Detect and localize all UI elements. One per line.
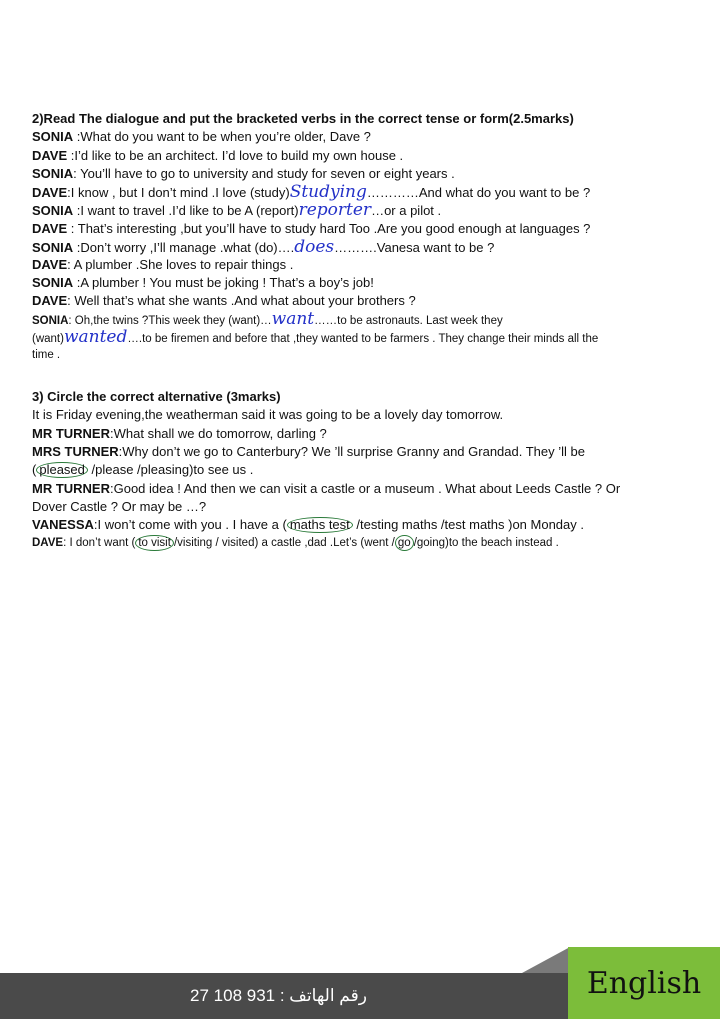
dialogue-line (32, 257, 293, 273)
handwritten-answer: wanted (63, 327, 128, 347)
dialogue-line (32, 184, 590, 201)
exercise-line (32, 481, 620, 497)
dialogue-text: :Good idea ! And then we can visit a castle or a museum . What about Leeds Castle ? Or (110, 481, 621, 496)
dialogue-text: /please /pleasing)to see us . (87, 462, 254, 477)
dialogue-text: :Don’t worry ,I’ll manage .what (do)…. (73, 240, 295, 255)
dialogue-text: : Oh,the twins ?This week they (want)… (68, 315, 272, 327)
dialogue-text: :I know , but I don’t mind .I love (study) (67, 185, 290, 200)
dialogue-line (32, 166, 455, 182)
dialogue-line (32, 239, 494, 256)
speaker-label: DAVE (32, 293, 68, 308)
dialogue-text: : I don’t want ( (63, 537, 136, 549)
dialogue-text: ……….Vanesa want to be ? (334, 240, 495, 255)
dialogue-text: (want) (32, 333, 64, 345)
dialogue-text: :A plumber ! You must be joking ! That’s a boy’s job! (73, 275, 374, 290)
dialogue-text: :What shall we do tomorrow, darling ? (110, 426, 327, 441)
dialogue-line (32, 329, 598, 347)
speaker-label: SONIA (32, 129, 74, 144)
dialogue-text: : Well that’s what she wants .And what about your brothers ? (67, 293, 416, 308)
dialogue-line (32, 293, 416, 309)
dialogue-text: ….to be firemen and before that ,they wanted to be farmers . They change their minds all the (127, 333, 599, 345)
exercise-line (32, 426, 327, 442)
exercise-line: Dover Castle ? Or may be …? (32, 499, 207, 514)
dialogue-text: : You’ll have to go to university and study for seven or eight years . (73, 166, 455, 181)
dialogue-text: :I won’t come with you . I have a ( (93, 517, 287, 532)
speaker-label: SONIA (32, 275, 74, 290)
speaker-label: MR TURNER (32, 481, 110, 496)
exercise-line (32, 535, 559, 551)
dialogue-text: :I’d like to be an architect. I’d love to build my own house . (67, 148, 404, 163)
speaker-label: SONIA (32, 240, 74, 255)
speaker-label: SONIA (32, 166, 74, 181)
exercise-line (32, 517, 584, 533)
dialogue-text: /visiting / visited) a castle ,dad .Let’s (went / (173, 537, 395, 549)
circled-answer: go (395, 535, 414, 551)
dialogue-text: :I want to travel .I’d like to be A (report) (73, 203, 299, 218)
speaker-label: DAVE (32, 537, 64, 549)
dialogue-text: /going)to the beach instead . (413, 537, 559, 549)
speaker-label: DAVE (32, 221, 68, 236)
dialogue-line: time . (32, 349, 61, 361)
dialogue-line (32, 202, 441, 219)
dialogue-text: /testing maths /test maths )on Monday . (352, 517, 584, 532)
speaker-label: DAVE (32, 257, 68, 272)
circled-answer: pleased (36, 462, 88, 478)
handwritten-answer: reporter (298, 200, 372, 220)
speaker-label: DAVE (32, 148, 68, 163)
dialogue-text: :Why don’t we go to Canterbury? We ’ll surprise Granny and Grandad. They ’ll be (118, 444, 585, 459)
exercise-line: It is Friday evening,the weatherman said it was going to be a lovely day tomorrow. (32, 407, 504, 422)
speaker-label: MR TURNER (32, 426, 110, 441)
dialogue-text: : A plumber .She loves to repair things . (67, 257, 294, 272)
speaker-label: SONIA (32, 315, 69, 327)
speaker-label: SONIA (32, 203, 74, 218)
footer-wedge (522, 947, 570, 973)
footer-phone: رقم الهاتف : 931 108 27 (190, 986, 367, 1005)
dialogue-text: :What do you want to be when you’re older, Dave ? (73, 129, 371, 144)
dialogue-line (32, 148, 403, 164)
handwritten-answer: want (271, 309, 315, 329)
dialogue-text: ……to be astronauts. Last week they (314, 315, 503, 327)
dialogue-text: …or a pilot . (371, 203, 442, 218)
circled-answer: maths test (287, 517, 353, 533)
speaker-label: DAVE (32, 185, 68, 200)
dialogue-line (32, 129, 371, 145)
dialogue-text: …………And what do you want to be ? (366, 185, 591, 200)
speaker-label: VANESSA (32, 517, 94, 532)
section-2-heading: 2)Read The dialogue and put the bracketed verbs in the correct tense or form(2.5marks) (32, 111, 574, 126)
speaker-label: MRS TURNER (32, 444, 119, 459)
exercise-line (32, 462, 253, 478)
handwritten-answer: does (294, 237, 335, 257)
exercise-line (32, 444, 585, 460)
dialogue-line (32, 275, 374, 291)
section-3-heading: 3) Circle the correct alternative (3marks) (32, 389, 281, 404)
dialogue-text: ( (32, 462, 37, 477)
dialogue-line (32, 221, 590, 237)
footer-brand: English (568, 947, 720, 1019)
circled-answer: to visit (135, 535, 174, 551)
dialogue-text: : That’s interesting ,but you’ll have to study hard Too .Are you good enough at languages ? (67, 221, 591, 236)
handwritten-answer: Studying (289, 182, 367, 202)
